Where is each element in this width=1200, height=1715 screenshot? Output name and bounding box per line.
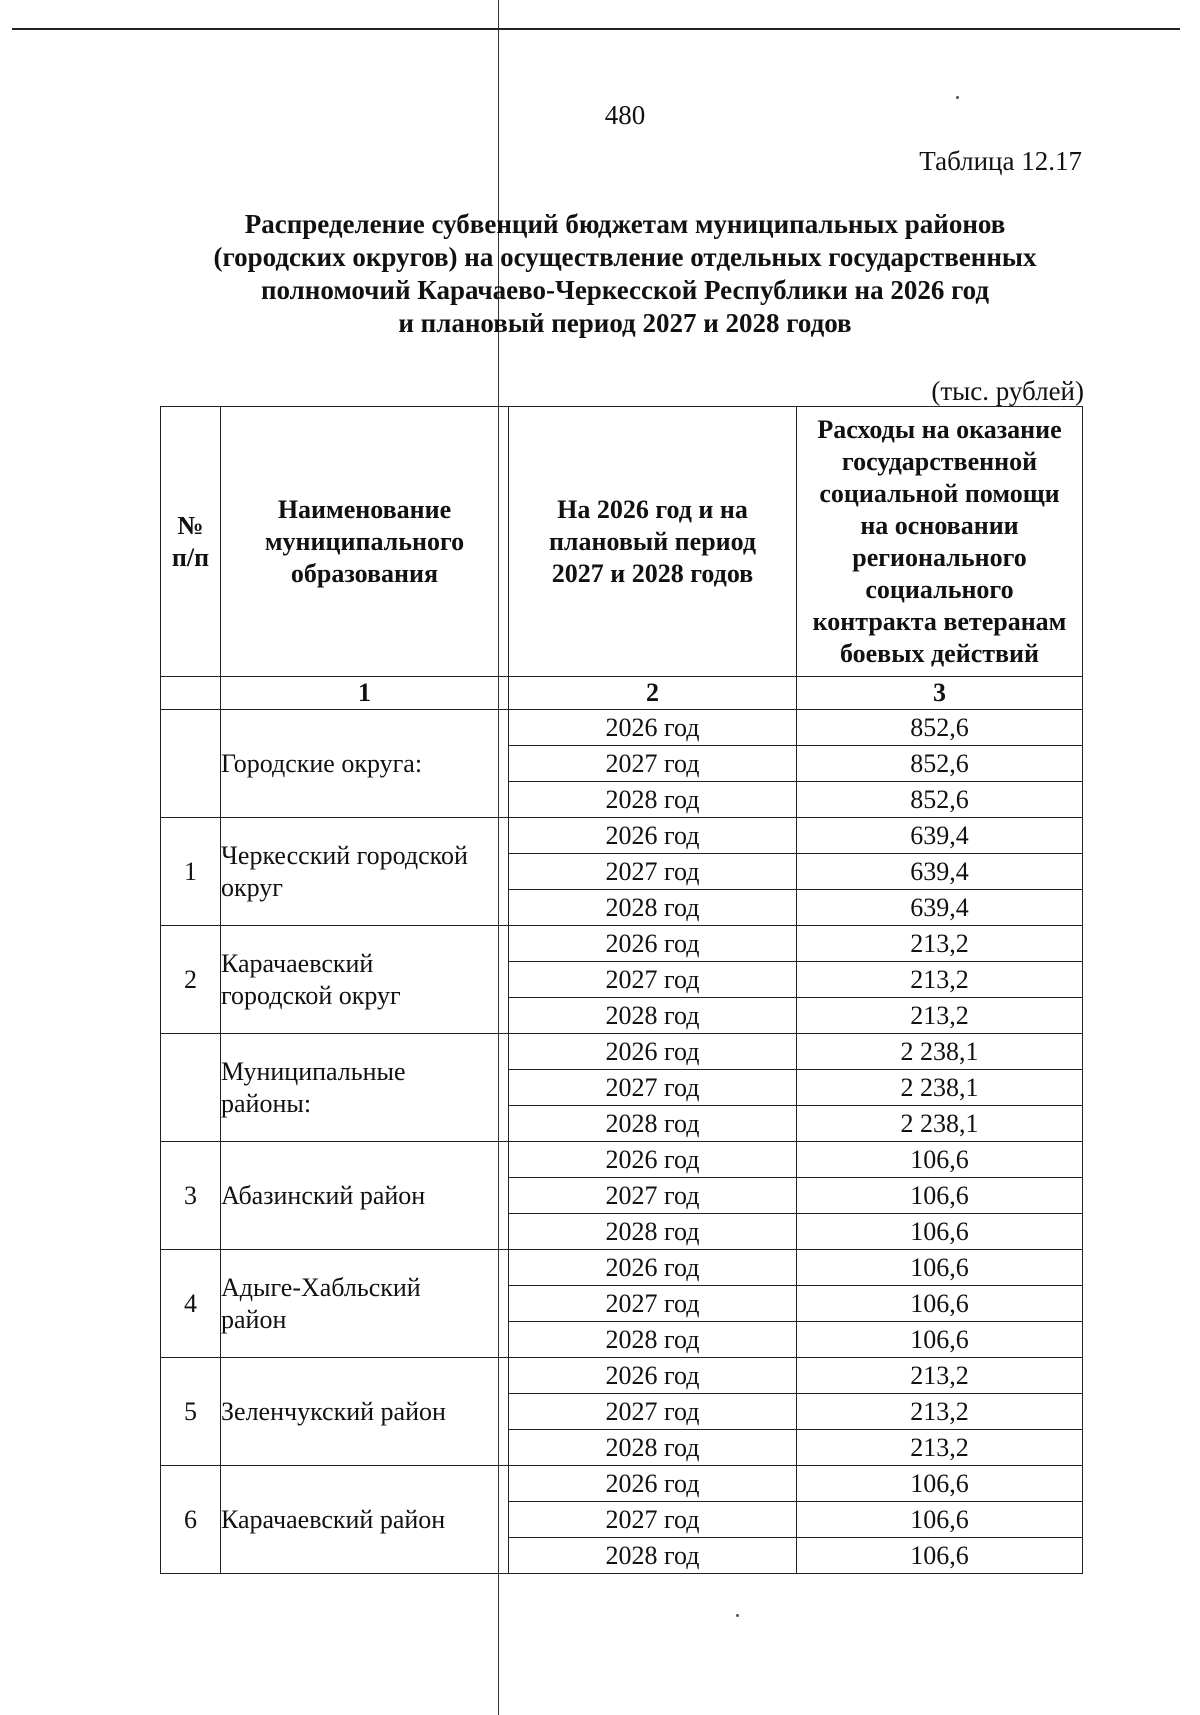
municipality-name-line: районы: <box>221 1088 312 1118</box>
municipality-name <box>221 1466 509 1574</box>
row-number: 5 <box>161 1358 221 1466</box>
table-row <box>161 1142 1083 1178</box>
amount-cell: 852,6 <box>797 746 1083 782</box>
year-cell: 2026 год <box>509 818 797 854</box>
year-cell: 2026 год <box>509 710 797 746</box>
amount-cell: 852,6 <box>797 710 1083 746</box>
header-row <box>161 407 1083 677</box>
scan-speck <box>736 1614 739 1617</box>
top-rule <box>12 28 1180 30</box>
amount-cell: 639,4 <box>797 890 1083 926</box>
year-cell: 2026 год <box>509 1466 797 1502</box>
row-number: 3 <box>161 1142 221 1250</box>
municipality-name-line: район <box>221 1304 287 1334</box>
amount-cell: 106,6 <box>797 1538 1083 1574</box>
table-row <box>161 710 1083 746</box>
amount-cell: 106,6 <box>797 1142 1083 1178</box>
year-cell: 2028 год <box>509 1322 797 1358</box>
amount-cell: 2 238,1 <box>797 1106 1083 1142</box>
municipality-name-line: Карачаевский <box>221 948 374 978</box>
year-cell: 2028 год <box>509 1214 797 1250</box>
amount-cell: 106,6 <box>797 1214 1083 1250</box>
amount-cell: 852,6 <box>797 782 1083 818</box>
municipality-name <box>221 1142 509 1250</box>
year-cell: 2026 год <box>509 1142 797 1178</box>
table-row <box>161 1466 1083 1502</box>
table-row <box>161 818 1083 854</box>
title-line: Распределение субвенций бюджетам муниципальных районов <box>244 209 1006 239</box>
table-row <box>161 926 1083 962</box>
amount-cell: 106,6 <box>797 1178 1083 1214</box>
year-cell: 2027 год <box>509 1070 797 1106</box>
header-line: плановый период <box>548 526 757 556</box>
header-line: Наименование <box>277 494 452 524</box>
municipality-name-line: округ <box>221 872 283 902</box>
municipality-name-line: Муниципальные <box>221 1056 406 1086</box>
title-line: и плановый период 2027 и 2028 годов <box>398 308 852 338</box>
amount-cell: 213,2 <box>797 1358 1083 1394</box>
year-cell: 2027 год <box>509 962 797 998</box>
amount-cell: 213,2 <box>797 1430 1083 1466</box>
header-line: государственной <box>841 446 1038 476</box>
title-line: (городских округов) на осуществление отдельных государственных <box>213 242 1037 272</box>
table-label: Таблица 12.17 <box>919 146 1082 176</box>
municipality-name <box>221 1250 509 1358</box>
municipality-name-line: Городские округа: <box>221 748 423 778</box>
column-number: 2 <box>509 677 797 710</box>
amount-cell: 213,2 <box>797 926 1083 962</box>
row-number: 1 <box>161 818 221 926</box>
column-number: 1 <box>221 677 509 710</box>
table-row <box>161 1250 1083 1286</box>
row-number: 2 <box>161 926 221 1034</box>
year-cell: 2027 год <box>509 854 797 890</box>
municipality-name <box>221 818 509 926</box>
header-line: На 2026 год и на <box>557 494 748 524</box>
header-period <box>509 407 797 677</box>
year-cell: 2028 год <box>509 1538 797 1574</box>
header-line: боевых действий <box>839 638 1040 668</box>
amount-cell: 106,6 <box>797 1286 1083 1322</box>
column-number-empty <box>161 677 221 710</box>
municipality-name-line: Абазинский район <box>221 1180 426 1210</box>
scan-speck <box>956 96 959 99</box>
municipality-name-line: Зеленчукский район <box>221 1396 446 1426</box>
amount-cell: 106,6 <box>797 1250 1083 1286</box>
year-cell: 2027 год <box>509 1394 797 1430</box>
header-expense <box>797 407 1083 677</box>
header-line: на основании <box>860 510 1019 540</box>
header-num <box>161 407 221 677</box>
document-title <box>160 208 1090 340</box>
year-cell: 2027 год <box>509 746 797 782</box>
municipality-name <box>221 926 509 1034</box>
row-number: 4 <box>161 1250 221 1358</box>
amount-cell: 213,2 <box>797 1394 1083 1430</box>
row-number <box>161 710 221 818</box>
header-line: 2027 и 2028 годов <box>551 558 754 588</box>
header-line: образования <box>290 558 439 588</box>
municipality-name <box>221 710 509 818</box>
column-number: 3 <box>797 677 1083 710</box>
table-body <box>161 710 1083 1574</box>
header-line: Расходы на оказание <box>817 414 1062 444</box>
municipality-name-line: Адыге-Хабльский <box>221 1272 421 1302</box>
page-number: 480 <box>604 100 646 130</box>
municipality-name-line: Черкесский городской <box>221 840 468 870</box>
header-line: контракта ветеранам <box>812 606 1067 636</box>
year-cell: 2028 год <box>509 1106 797 1142</box>
subvention-table <box>160 406 1083 1574</box>
header-line: социальной помощи <box>819 478 1060 508</box>
year-cell: 2028 год <box>509 998 797 1034</box>
row-number: 6 <box>161 1466 221 1574</box>
header-line: № <box>177 510 204 540</box>
year-cell: 2026 год <box>509 1358 797 1394</box>
header-name <box>221 407 509 677</box>
amount-cell: 213,2 <box>797 998 1083 1034</box>
amount-cell: 106,6 <box>797 1466 1083 1502</box>
year-cell: 2028 год <box>509 1430 797 1466</box>
table-row <box>161 1034 1083 1070</box>
amount-cell: 106,6 <box>797 1502 1083 1538</box>
amount-cell: 639,4 <box>797 818 1083 854</box>
amount-cell: 213,2 <box>797 962 1083 998</box>
year-cell: 2026 год <box>509 926 797 962</box>
amount-cell: 106,6 <box>797 1322 1083 1358</box>
amount-cell: 2 238,1 <box>797 1034 1083 1070</box>
year-cell: 2028 год <box>509 782 797 818</box>
table-row <box>161 1358 1083 1394</box>
amount-cell: 2 238,1 <box>797 1070 1083 1106</box>
municipality-name-line: Карачаевский район <box>221 1504 446 1534</box>
units-label: (тыс. рублей) <box>931 376 1084 406</box>
header-line: п/п <box>171 542 210 572</box>
title-line: полномочий Карачаево-Черкесской Республики на 2026 год <box>260 275 990 305</box>
header-line: муниципального <box>264 526 465 556</box>
municipality-name <box>221 1358 509 1466</box>
municipality-name <box>221 1034 509 1142</box>
year-cell: 2027 год <box>509 1178 797 1214</box>
header-line: регионального <box>852 542 1027 572</box>
municipality-name-line: городской округ <box>221 980 401 1010</box>
year-cell: 2026 год <box>509 1034 797 1070</box>
column-number-row <box>161 677 1083 710</box>
amount-cell: 639,4 <box>797 854 1083 890</box>
year-cell: 2028 год <box>509 890 797 926</box>
year-cell: 2027 год <box>509 1286 797 1322</box>
row-number <box>161 1034 221 1142</box>
year-cell: 2027 год <box>509 1502 797 1538</box>
header-line: социального <box>865 574 1014 604</box>
year-cell: 2026 год <box>509 1250 797 1286</box>
